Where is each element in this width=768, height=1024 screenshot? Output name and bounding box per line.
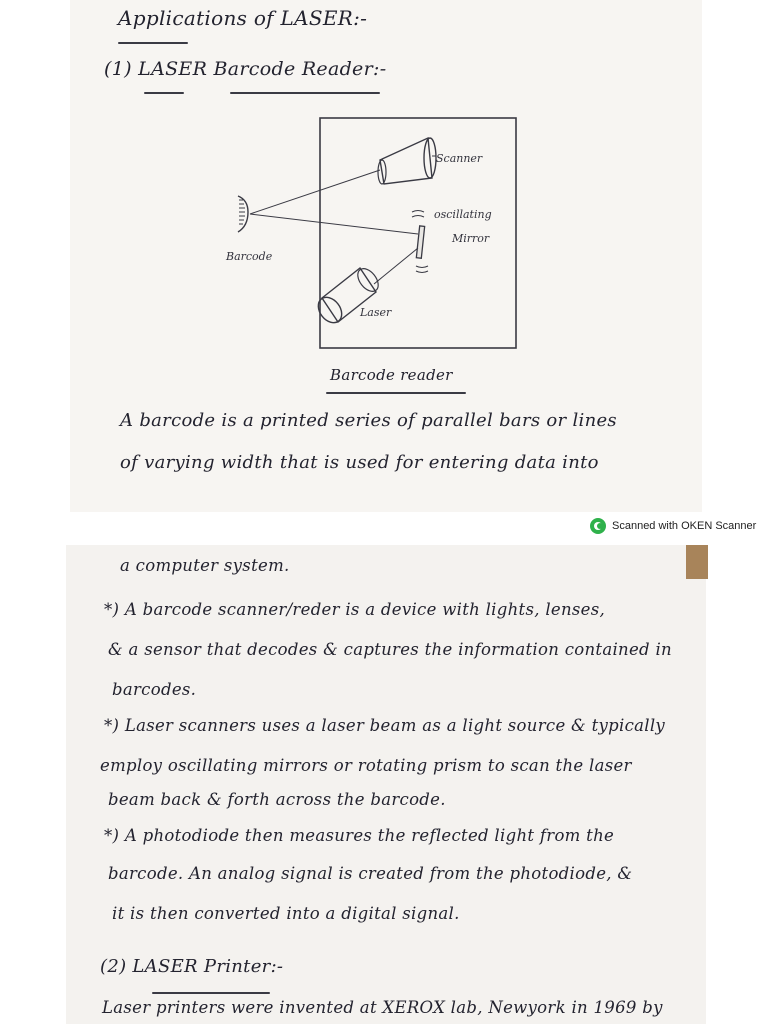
bullet-line: *) A barcode scanner/reder is a device with lights, lenses, — [104, 600, 606, 619]
section-heading-laser-printer: (2) LASER Printer:- — [100, 956, 284, 977]
text-line: of varying width that is used for entering data into — [120, 452, 599, 473]
barcode-reader-diagram-svg — [210, 108, 530, 398]
diagram-caption: Barcode reader — [330, 366, 453, 384]
barcode-label: Barcode — [226, 250, 273, 263]
text-line: Laser printers were invented at XEROX lab, Newyork in 1969 by — [102, 998, 663, 1017]
text-line: A barcode is a printed series of parallel bars or lines — [120, 410, 617, 431]
barcode-icon — [238, 196, 248, 232]
subtitle-underline — [144, 92, 184, 94]
section-heading-barcode-reader: (1) LASER Barcode Reader:- — [104, 58, 387, 80]
barcode-reader-diagram — [210, 108, 530, 398]
text-line: barcode. An analog signal is created from the photodiode, & — [108, 864, 633, 883]
mirror-label-line1: oscillating — [434, 208, 492, 221]
page-edge — [686, 545, 708, 579]
text-line: employ oscillating mirrors or rotating prism to scan the laser — [100, 756, 632, 775]
mirror-label-line2: Mirror — [452, 232, 490, 245]
watermark-label: Scanned with OKEN Scanner — [612, 520, 757, 532]
scanner-watermark — [590, 516, 756, 536]
oken-scanner-logo-icon — [590, 518, 606, 534]
text-line: it is then converted into a digital signal. — [112, 904, 460, 923]
laser-beams — [250, 170, 418, 284]
scanner-label: Scanner — [436, 152, 483, 165]
text-line: beam back & forth across the barcode. — [108, 790, 446, 809]
caption-underline — [326, 392, 466, 394]
text-line: barcodes. — [112, 680, 197, 699]
bullet-line: *) A photodiode then measures the reflected light from the — [104, 826, 615, 845]
bullet-line: *) Laser scanners uses a laser beam as a light source & typically — [104, 716, 666, 735]
text-line: a computer system. — [120, 556, 290, 575]
subtitle-underline — [230, 92, 380, 94]
page-title: Applications of LASER:- — [118, 6, 368, 30]
laser-label: Laser — [360, 306, 392, 319]
text-line: & a sensor that decodes & captures the information contained in — [108, 640, 672, 659]
oscillating-mirror-icon — [412, 211, 428, 273]
heading-underline — [152, 992, 270, 994]
title-underline — [118, 42, 188, 44]
scanner-icon — [378, 138, 436, 184]
